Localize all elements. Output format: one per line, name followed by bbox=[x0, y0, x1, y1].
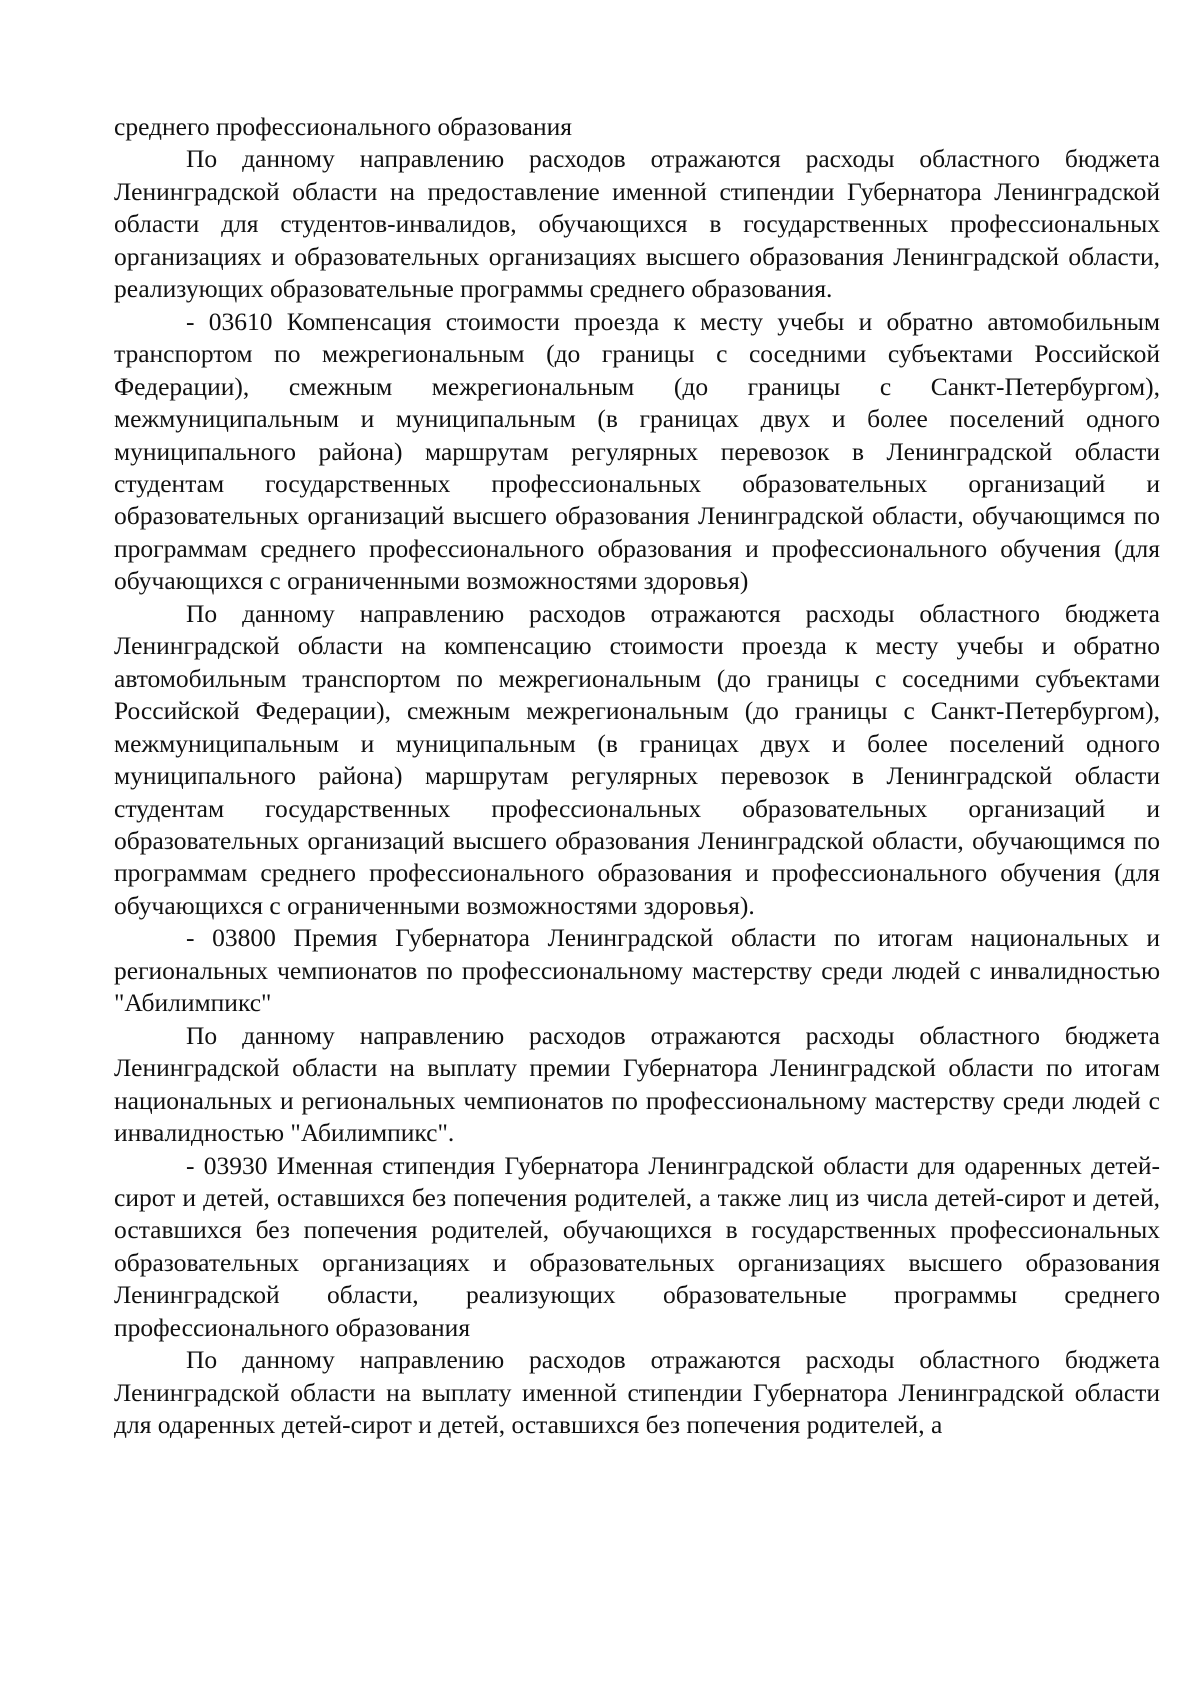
paragraph-03800-description: По данному направлению расходов отражаются расходы областного бюджета Ленинградской области на выплату премии Губернатора Ленинградской области по итогам национальных и региональных чемпионатов по профессиональному мастерству среди людей с инвалидностью "Абилимпикс". bbox=[114, 1020, 1160, 1148]
paragraph-item-03930: - 03930 Именная стипендия Губернатора Ленинградской области для одаренных детей-сирот и детей, оставшихся без попечения родителей, а также лиц из числа детей-сирот и детей, оставшихся без попечения родителей, обучающихся в государственных профессиональных образовательных организациях и образовательных организациях высшего образования Ленинградской области, реализующих образовательные программы среднего профессионального образования bbox=[114, 1150, 1160, 1342]
paragraph-03930-description: По данному направлению расходов отражаются расходы областного бюджета Ленинградской области на выплату именной стипендии Губернатора Ленинградской области для одаренных детей-сирот и детей, оставшихся без попечения родителей, а bbox=[114, 1345, 1160, 1440]
paragraph-continuation: среднего профессионального образования bbox=[114, 112, 572, 141]
paragraph-item-03610: - 03610 Компенсация стоимости проезда к месту учебы и обратно автомобильным транспортом по межрегиональным (до границы с соседними субъектами Российской Федерации), смежным межрегиональным (до границы с Санкт-Петербургом), межмуниципальным и муниципальным (в границах двух и более поселений одного муниципального района) маршрутам регулярных перевозок в Ленинградской области студентам государственных профессиональных образовательных организаций и образовательных организаций высшего образования Ленинградской области, обучающимся по программам среднего профессионального образования и профессионального обучения (для обучающихся с ограниченными возможностями здоровья) bbox=[114, 306, 1160, 596]
paragraph-03610-description: По данному направлению расходов отражаются расходы областного бюджета Ленинградской области на компенсацию стоимости проезда к месту учебы и обратно автомобильным транспортом по межрегиональным (до границы с соседними субъектами Российской Федерации), смежным межрегиональным (до границы с Санкт-Петербургом), межмуниципальным и муниципальным (в границах двух и более поселений одного муниципального района) маршрутам регулярных перевозок в Ленинградской области студентам государственных профессиональных образовательных организаций и образовательных организаций высшего образования Ленинградской области, обучающимся по программам среднего профессионального образования и профессионального обучения (для обучающихся с ограниченными возможностями здоровья). bbox=[114, 598, 1160, 920]
paragraph-item-03800: - 03800 Премия Губернатора Ленинградской области по итогам национальных и региональных чемпионатов по профессиональному мастерству среди людей с инвалидностью "Абилимпикс" bbox=[114, 923, 1160, 1018]
document-page bbox=[114, 111, 1160, 1442]
paragraph-stipend-description: По данному направлению расходов отражаются расходы областного бюджета Ленинградской области на предоставление именной стипендии Губернатора Ленинградской области для студентов-инвалидов, обучающихся в государственных профессиональных организациях и образовательных организациях высшего образования Ленинградской области, реализующих образовательные программы среднего образования. bbox=[114, 144, 1160, 304]
